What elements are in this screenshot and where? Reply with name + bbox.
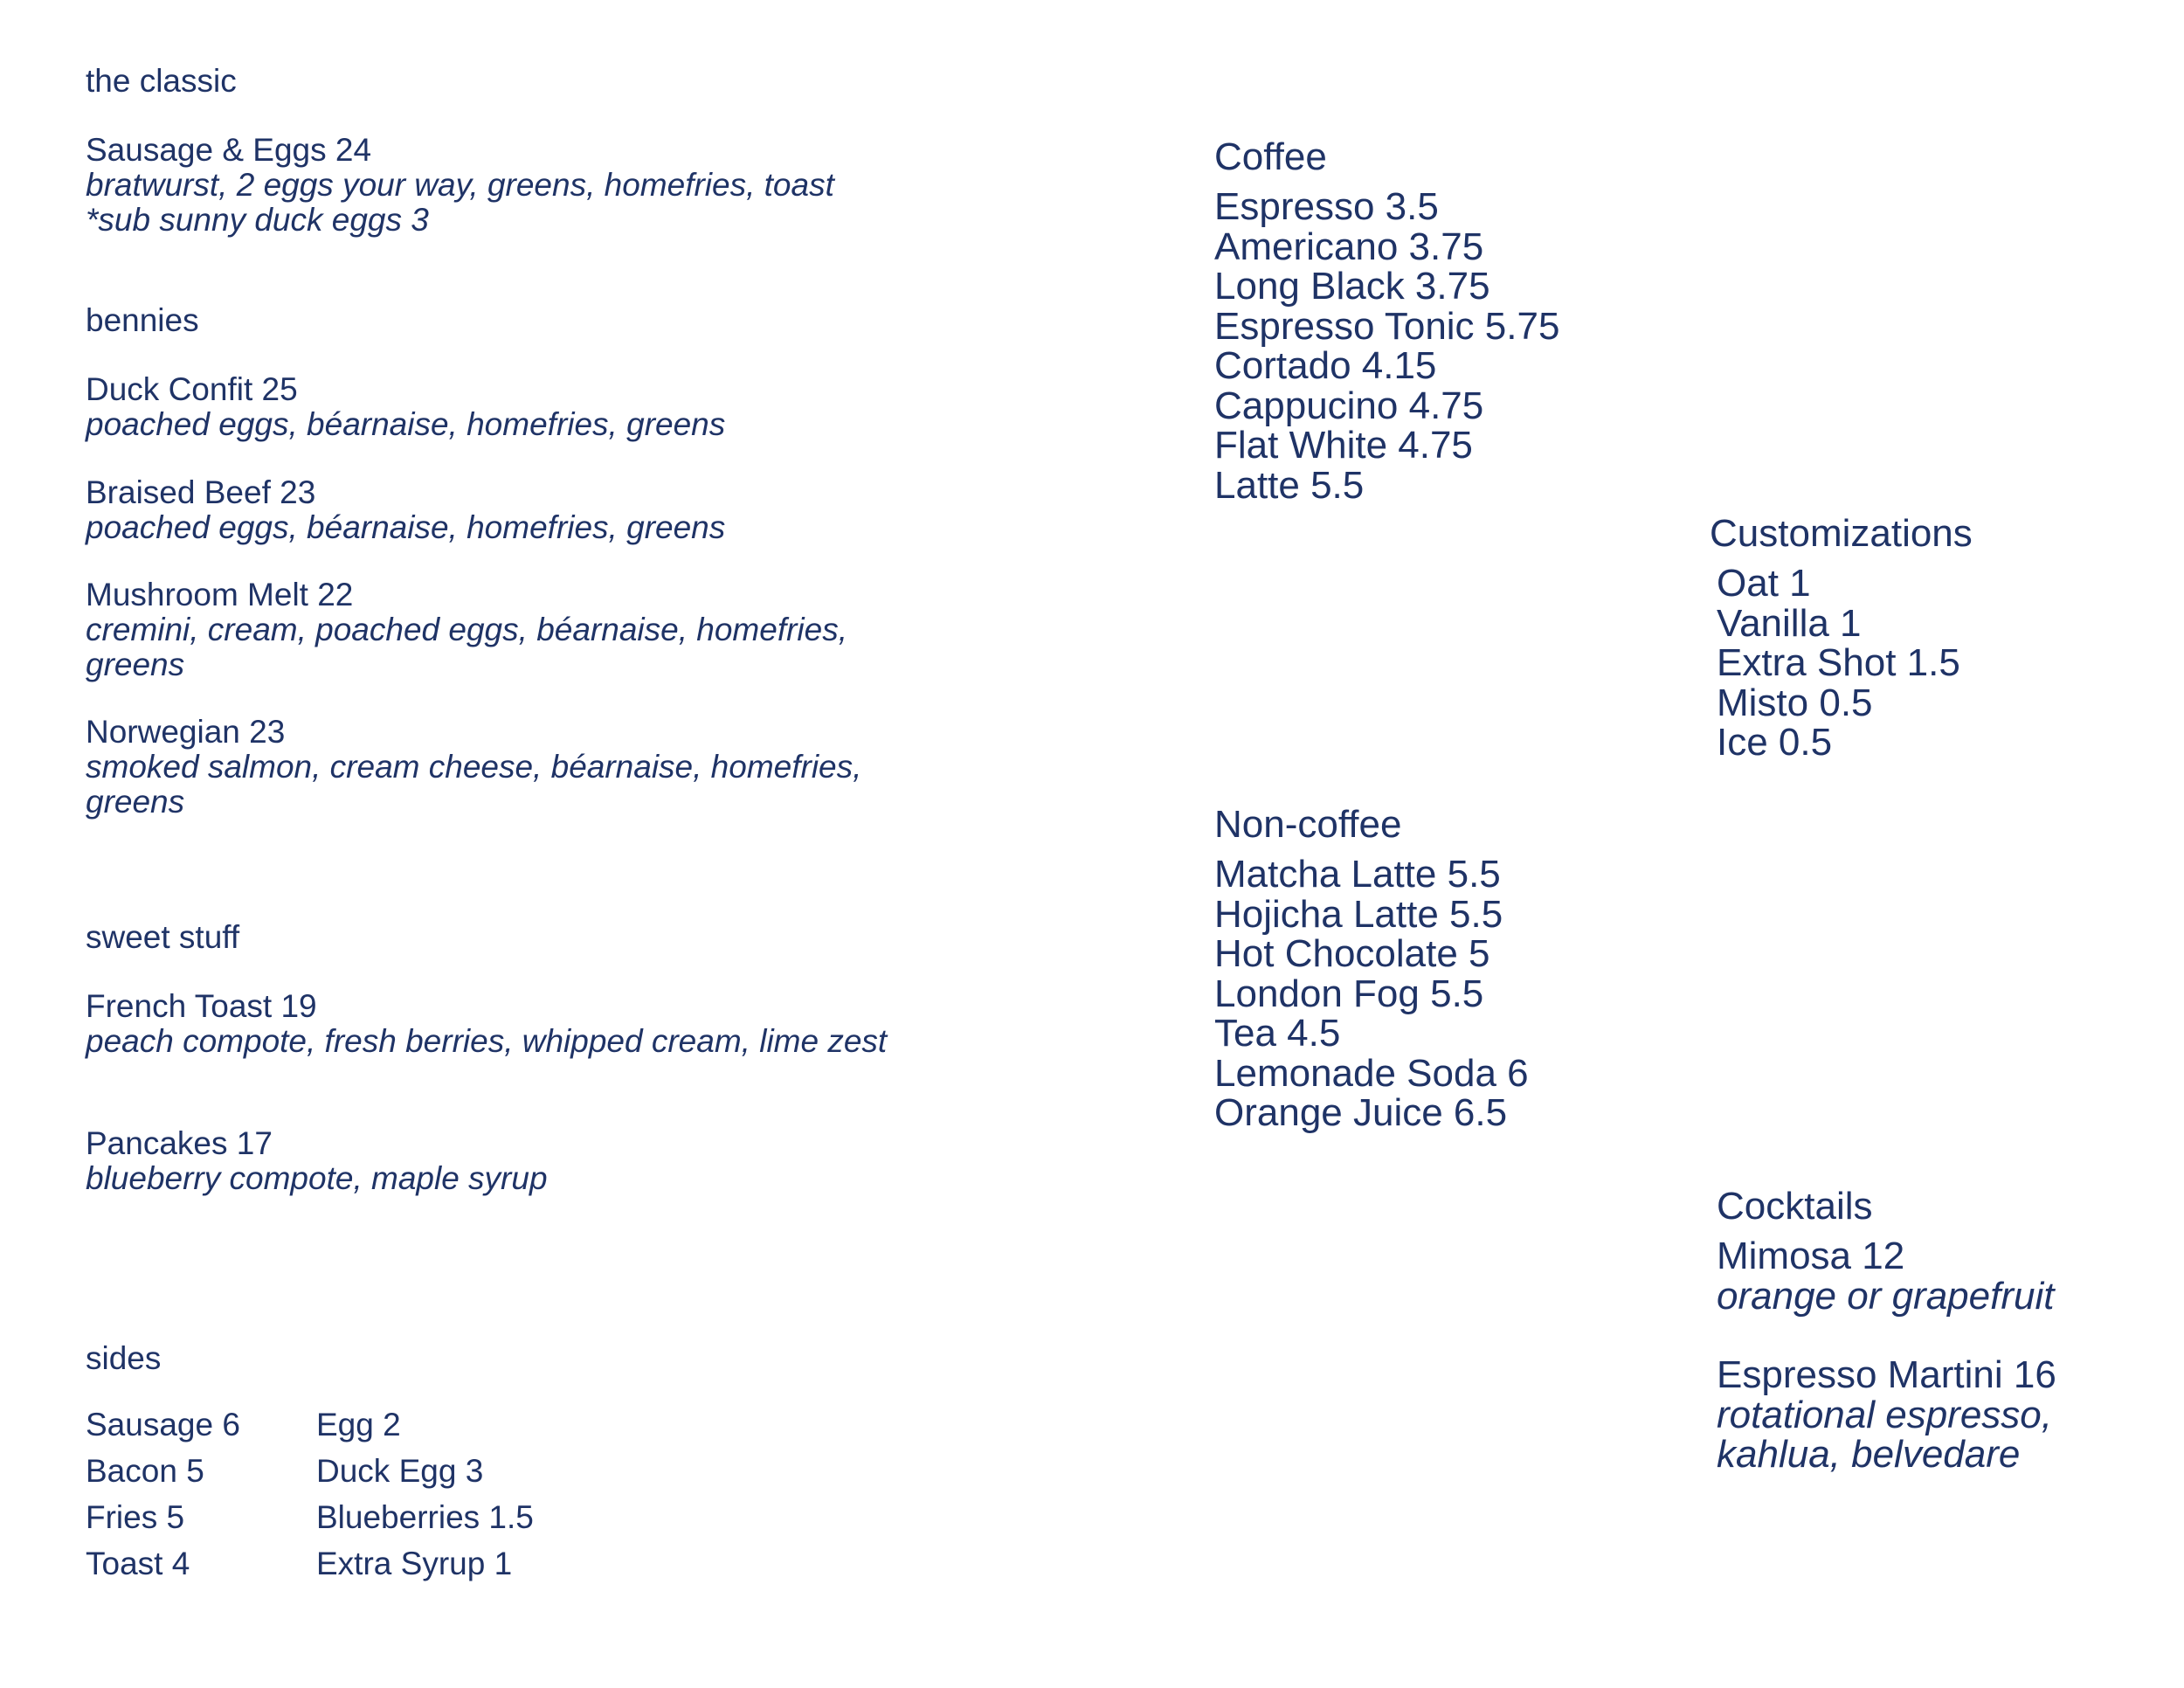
drink-item: Extra Shot 1.5 <box>1717 641 1960 684</box>
section-title-sides: sides <box>86 1340 162 1376</box>
drink-item: Ice 0.5 <box>1717 721 1833 764</box>
drink-description: orange or grapefruit <box>1717 1274 2055 1318</box>
cocktail-item <box>1717 1236 2056 1316</box>
drink-item: Long Black 3.75 <box>1214 265 1490 308</box>
drink-item: Espresso Tonic 5.75 <box>1214 304 1560 348</box>
drink-item: Tea 4.5 <box>1214 1012 1341 1055</box>
noncoffee-section <box>1214 804 1529 1133</box>
menu-item <box>86 578 916 682</box>
side-item: Sausage 6 <box>86 1407 240 1442</box>
side-item: Duck Egg 3 <box>316 1453 484 1489</box>
customizations-section <box>1710 513 1973 763</box>
cocktail-item <box>1717 1355 2056 1475</box>
side-item: Blueberries 1.5 <box>316 1499 534 1535</box>
sides-column-2 <box>316 1401 534 1587</box>
item-description: cremini, cream, poached eggs, béarnaise, homefries, greens <box>86 612 847 682</box>
drink-item: Latte 5.5 <box>1214 463 1365 507</box>
section-title-customizations: Customizations <box>1710 512 1973 555</box>
cocktails-list <box>1717 1236 2056 1475</box>
drink-item: Americano 3.75 <box>1214 225 1484 268</box>
drink-item: Flat White 4.75 <box>1214 424 1473 467</box>
item-name: Braised Beef 23 <box>86 474 316 510</box>
cocktails-section <box>1717 1186 2056 1475</box>
item-name: Mushroom Melt 22 <box>86 577 354 612</box>
item-description: peach compote, fresh berries, whipped cream, lime zest <box>86 1023 888 1059</box>
drink-item: London Fog 5.5 <box>1214 972 1484 1015</box>
side-item: Egg 2 <box>316 1407 401 1442</box>
drink-item: Hot Chocolate 5 <box>1214 932 1490 975</box>
item-description: blueberry compote, maple syrup <box>86 1160 548 1196</box>
menu-item <box>86 133 924 238</box>
drink-description: rotational espresso, <box>1717 1393 2052 1436</box>
side-item: Bacon 5 <box>86 1453 204 1489</box>
section-title-coffee: Coffee <box>1214 135 1327 178</box>
menu-item <box>86 372 924 442</box>
drink-item: Hojicha Latte 5.5 <box>1214 892 1503 936</box>
drink-item: Cappucino 4.75 <box>1214 384 1484 427</box>
drink-description: kahlua, belvedare <box>1717 1433 2021 1476</box>
section-title-noncoffee: Non-coffee <box>1214 803 1402 846</box>
drink-item: Vanilla 1 <box>1717 601 1862 645</box>
drink-item: Lemonade Soda 6 <box>1214 1051 1529 1095</box>
side-item: Fries 5 <box>86 1499 185 1535</box>
item-description: bratwurst, 2 eggs your way, greens, homefries, toast <box>86 167 834 203</box>
menu-item <box>86 1126 924 1196</box>
side-item: Extra Syrup 1 <box>316 1546 513 1581</box>
drink-item: Misto 0.5 <box>1717 681 1873 724</box>
menu-item <box>86 475 924 545</box>
section-title-cocktails: Cocktails <box>1717 1185 1873 1228</box>
item-name: Pancakes 17 <box>86 1125 273 1161</box>
drink-item: Cortado 4.15 <box>1214 344 1437 387</box>
menu-item <box>86 715 924 820</box>
coffee-list <box>1214 187 1559 505</box>
item-name: Duck Confit 25 <box>86 371 298 407</box>
item-description: poached eggs, béarnaise, homefries, greens <box>86 406 726 442</box>
coffee-section <box>1214 136 1559 505</box>
item-note: *sub sunny duck eggs 3 <box>86 202 429 238</box>
drink-item: Mimosa 12 <box>1717 1235 1905 1277</box>
menu-item <box>86 989 907 1059</box>
sides-column-1 <box>86 1401 240 1587</box>
item-description: smoked salmon, cream cheese, béarnaise, homefries, greens <box>86 749 862 820</box>
item-description: poached eggs, béarnaise, homefries, greens <box>86 509 726 545</box>
drink-item: Espresso Martini 16 <box>1717 1353 2056 1396</box>
section-title-sweet: sweet stuff <box>86 919 240 955</box>
drink-item: Oat 1 <box>1717 562 1811 605</box>
item-name: Sausage & Eggs 24 <box>86 132 372 168</box>
drink-item: Orange Juice 6.5 <box>1214 1091 1508 1134</box>
item-name: French Toast 19 <box>86 988 317 1024</box>
item-name: Norwegian 23 <box>86 714 286 750</box>
drink-item: Matcha Latte 5.5 <box>1214 853 1501 896</box>
section-title-classic: the classic <box>86 63 237 99</box>
section-title-bennies: bennies <box>86 302 199 338</box>
customizations-list <box>1710 564 1973 763</box>
side-item: Toast 4 <box>86 1546 190 1581</box>
drink-item: Espresso 3.5 <box>1214 185 1439 228</box>
noncoffee-list <box>1214 854 1529 1133</box>
